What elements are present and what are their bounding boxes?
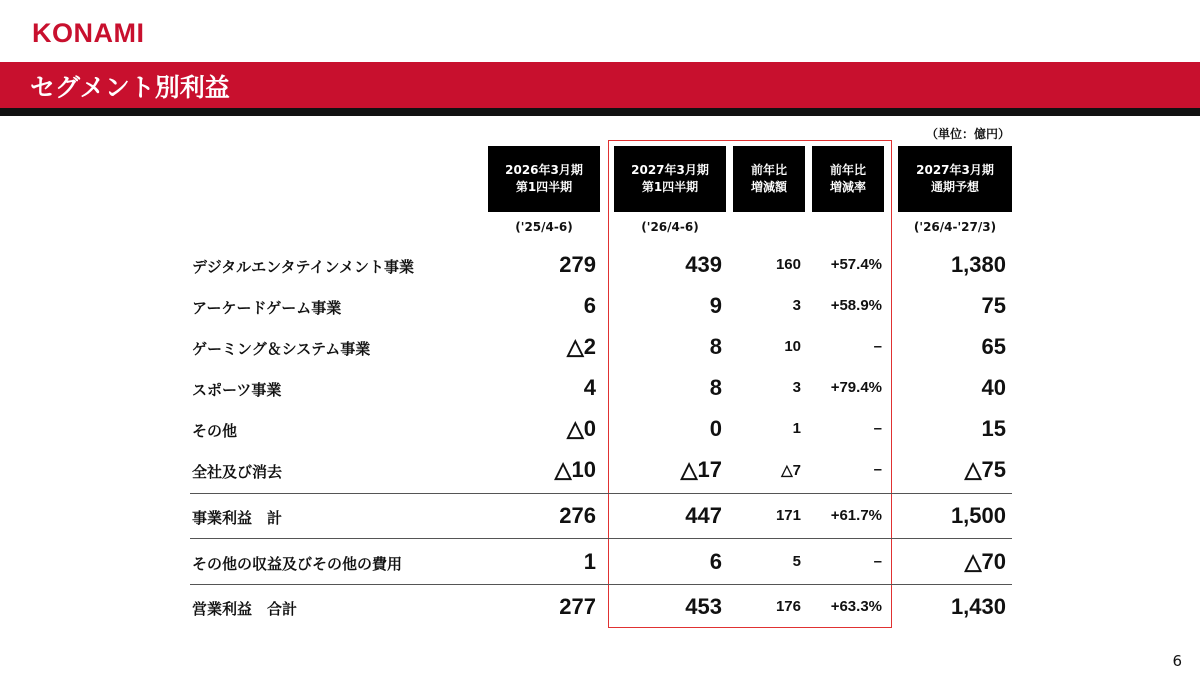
column-header-line1: 2026年3月期 (505, 163, 583, 177)
unit-label: （単位：億円） (925, 127, 1010, 141)
cell-yoy-rate: +61.7% (830, 507, 882, 524)
table-row (190, 328, 1012, 368)
cell-fy2026-q1: 277 (559, 594, 596, 619)
cell-fy2026-q1: △10 (554, 457, 596, 482)
page-number: 6 (1172, 652, 1182, 670)
table-row (190, 543, 1012, 583)
table-divider (190, 538, 1012, 539)
cell-fy2026-q1: 4 (583, 375, 596, 400)
cell-fy2026-q1: △2 (566, 334, 596, 359)
cell-fy2027-q1: 447 (685, 503, 722, 528)
cell-yoy-rate: +79.4% (830, 379, 882, 396)
row-label: 全社及び消去 (192, 463, 283, 481)
cell-fy2027-forecast: △70 (964, 549, 1006, 574)
title-bar (0, 62, 1200, 108)
cell-yoy-rate: +57.4% (830, 256, 882, 273)
table-row-total (190, 588, 1012, 628)
cell-fy2026-q1: 1 (583, 549, 596, 574)
table-row-subtotal (190, 497, 1012, 537)
cell-fy2027-forecast: 75 (981, 293, 1006, 318)
cell-fy2027-q1: 439 (685, 252, 722, 277)
period-label: ('26/4-'27/3) (913, 220, 997, 234)
table-row (190, 246, 1012, 286)
row-label: デジタルエンタテインメント事業 (192, 258, 415, 276)
cell-yoy-diff: 3 (792, 379, 801, 396)
cell-yoy-rate: +58.9% (830, 297, 882, 314)
cell-yoy-diff: △7 (781, 462, 801, 479)
cell-yoy-rate: – (873, 420, 882, 437)
period-label: ('25/4-6) (515, 220, 573, 234)
period-label: ('26/4-6) (641, 220, 699, 234)
column-header-line2: 増減率 (829, 180, 866, 194)
cell-fy2027-q1: 9 (709, 293, 722, 318)
cell-fy2026-q1: △0 (566, 416, 596, 441)
row-label: 営業利益 合計 (192, 600, 298, 618)
column-header-line1: 前年比 (829, 163, 866, 177)
cell-fy2027-forecast: 1,430 (950, 594, 1006, 619)
cell-fy2027-forecast: 1,500 (950, 503, 1006, 528)
cell-yoy-diff: 1 (792, 420, 801, 437)
column-header-line1: 2027年3月期 (916, 163, 994, 177)
cell-yoy-diff: 171 (775, 507, 801, 524)
konami-logo: KONAMI (32, 18, 145, 48)
cell-fy2027-q1: 453 (685, 594, 722, 619)
cell-yoy-diff: 176 (775, 598, 801, 615)
cell-fy2027-forecast: 1,380 (950, 252, 1006, 277)
table-divider (190, 584, 1012, 585)
cell-fy2027-q1: △17 (680, 457, 722, 482)
column-header-fy2026-q1 (488, 146, 600, 212)
cell-yoy-diff: 3 (792, 297, 801, 314)
column-header-line1: 前年比 (750, 163, 787, 177)
cell-fy2027-q1: 8 (709, 334, 722, 359)
table-row (190, 451, 1012, 491)
cell-yoy-rate: – (873, 553, 882, 570)
page-title: セグメント別利益 (30, 73, 230, 102)
cell-fy2027-forecast: 65 (981, 334, 1006, 359)
column-header-line2: 増減額 (750, 180, 787, 194)
column-header-line2: 通期予想 (930, 180, 979, 194)
table-row (190, 369, 1012, 409)
row-label: アーケードゲーム事業 (192, 299, 342, 317)
row-label: スポーツ事業 (192, 381, 282, 399)
column-header-line2: 第1四半期 (641, 180, 699, 194)
cell-yoy-rate: +63.3% (830, 598, 882, 615)
column-header-line1: 2027年3月期 (631, 163, 709, 177)
table-row (190, 287, 1012, 327)
cell-yoy-diff: 160 (775, 256, 801, 273)
row-label: その他 (192, 422, 238, 440)
table-row (190, 410, 1012, 450)
cell-fy2027-forecast: 40 (981, 375, 1006, 400)
table-divider (190, 493, 1012, 494)
cell-fy2027-q1: 8 (709, 375, 722, 400)
row-label: その他の収益及びその他の費用 (192, 555, 403, 573)
column-header-line2: 第1四半期 (515, 180, 573, 194)
cell-yoy-rate: – (873, 461, 882, 478)
cell-yoy-diff: 10 (784, 338, 801, 355)
cell-fy2026-q1: 276 (559, 503, 596, 528)
cell-fy2027-q1: 6 (709, 549, 722, 574)
row-label: ゲーミング＆システム事業 (192, 340, 371, 358)
cell-fy2026-q1: 279 (559, 252, 596, 277)
cell-yoy-rate: – (873, 338, 882, 355)
column-header-fy2027-forecast (898, 146, 1012, 212)
cell-fy2026-q1: 6 (583, 293, 596, 318)
title-underline (0, 108, 1200, 116)
cell-yoy-diff: 5 (792, 553, 801, 570)
cell-fy2027-forecast: 15 (981, 416, 1006, 441)
cell-fy2027-q1: 0 (709, 416, 722, 441)
cell-fy2027-forecast: △75 (964, 457, 1006, 482)
row-label: 事業利益 計 (192, 509, 283, 527)
